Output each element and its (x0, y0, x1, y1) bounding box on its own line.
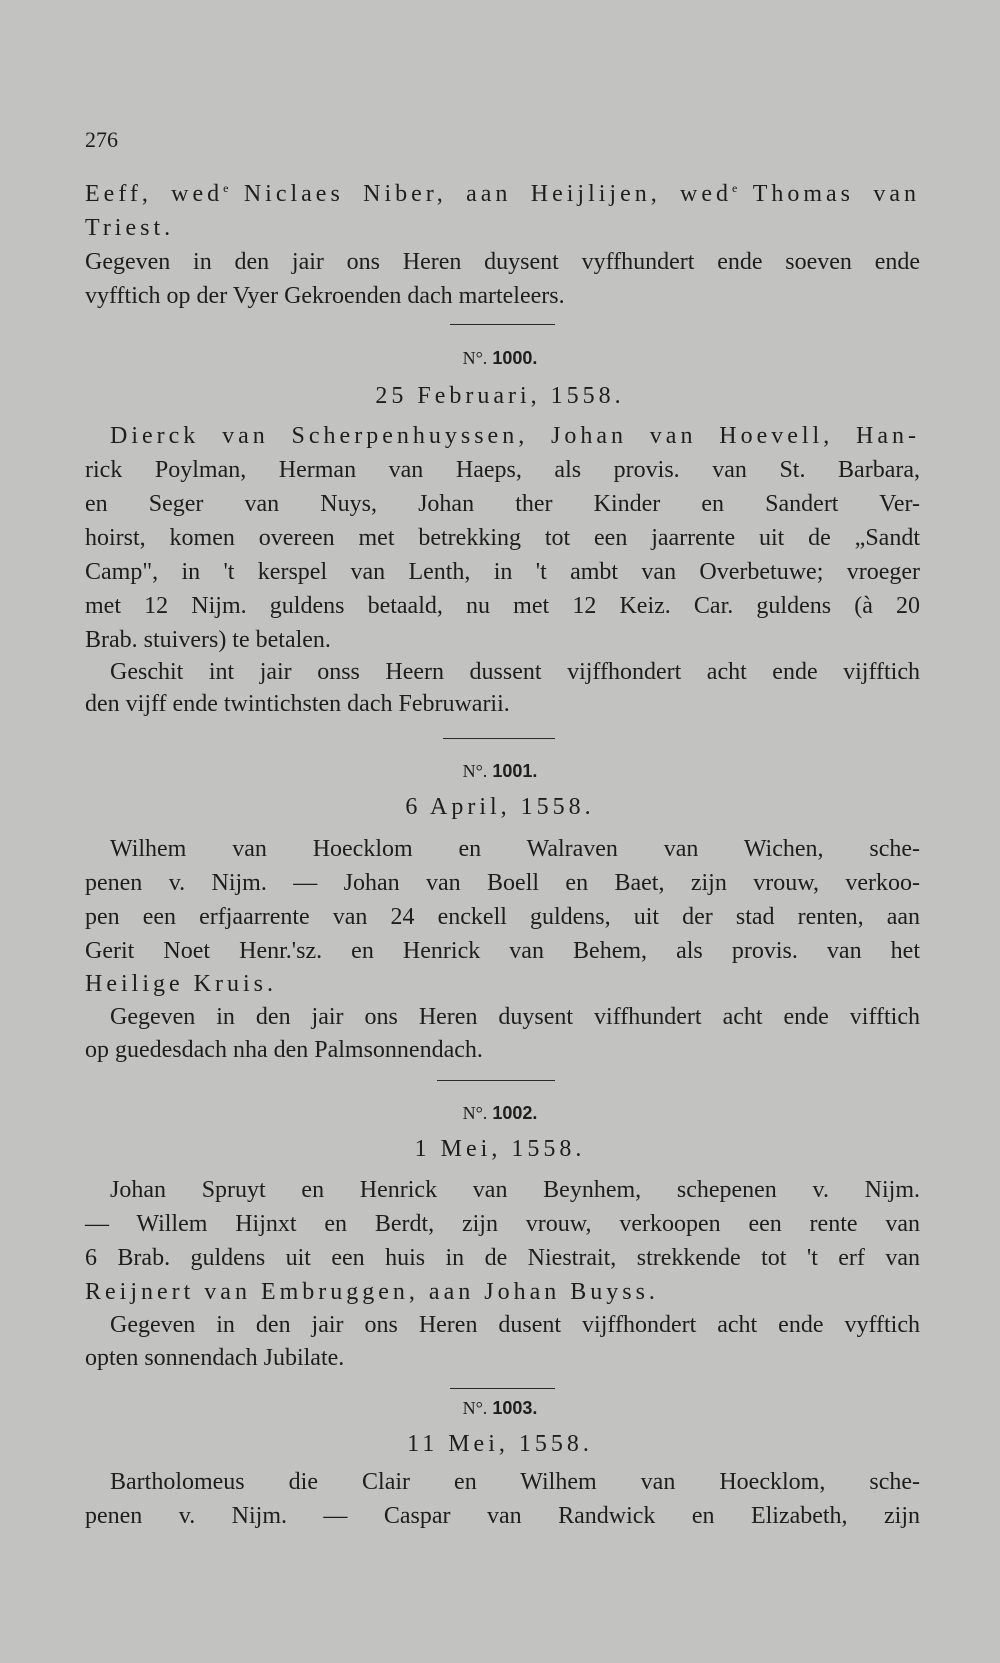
entry-number: N°. 1001. (462, 761, 538, 781)
text-line: vyfftich op der Vyer Gekroenden dach marteleers. (85, 283, 565, 309)
entry-number: N°. 1000. (462, 348, 538, 368)
text-line: hoirst, komen overeen met betrekking tot een jaarrente uit de „Sandt (85, 525, 920, 551)
text-line: Heilige Kruis. (85, 971, 277, 997)
text-line: Gegeven in den jair ons Heren duysent viffhundert acht ende vifftich (110, 1004, 920, 1030)
text-line: Johan Spruyt en Henrick van Beynhem, schepenen v. Nijm. (110, 1177, 920, 1203)
text-line: Camp", in 't kerspel van Lenth, in 't ambt van Overbetuwe; vroeger (85, 559, 920, 585)
text-line: Gegeven in den jair ons Heren dusent vijffhondert acht ende vyfftich (110, 1312, 920, 1338)
entry-date: 6 April, 1558. (405, 794, 595, 820)
entry-number: N°. 1002. (462, 1103, 538, 1123)
text-line: Dierck van Scherpenhuyssen, Johan van Hoevell, Han- (110, 423, 920, 449)
text-line: Reijnert van Embruggen, aan Johan Buyss. (85, 1279, 659, 1305)
section-divider (443, 738, 555, 739)
text-line: en Seger van Nuys, Johan ther Kinder en Sandert Ver- (85, 491, 920, 517)
text-line: den vijff ende twintichsten dach Februwarii. (85, 691, 510, 717)
text-line: Gerit Noet Henr.'sz. en Henrick van Behem, als provis. van het (85, 938, 920, 964)
text-line: met 12 Nijm. guldens betaald, nu met 12 Keiz. Car. guldens (à 20 (85, 593, 920, 619)
entry-date: 1 Mei, 1558. (414, 1136, 586, 1162)
text-line: Triest. (85, 215, 175, 241)
text-line: — Willem Hijnxt en Berdt, zijn vrouw, verkoopen een rente van (85, 1211, 920, 1237)
text-line: penen v. Nijm. — Johan van Boell en Baet, zijn vrouw, verkoo- (85, 870, 920, 896)
text-line: penen v. Nijm. — Caspar van Randwick en Elizabeth, zijn (85, 1503, 920, 1529)
text-line: Wilhem van Hoecklom en Walraven van Wichen, sche- (110, 836, 920, 862)
text-line: Brab. stuivers) te betalen. (85, 627, 331, 653)
section-divider (450, 324, 555, 325)
entry-date: 25 Februari, 1558. (375, 383, 625, 409)
text-line: Bartholomeus die Clair en Wilhem van Hoecklom, sche- (110, 1469, 920, 1495)
text-line: rick Poylman, Herman van Haeps, als provis. van St. Barbara, (85, 457, 920, 483)
section-divider (437, 1080, 555, 1081)
entry-date: 11 Mei, 1558. (407, 1431, 593, 1457)
page-number: 276 (85, 127, 118, 152)
section-divider (450, 1388, 555, 1389)
text-line: pen een erfjaarrente van 24 enckell guldens, uit der stad renten, aan (85, 904, 920, 930)
text-line: opten sonnendach Jubilate. (85, 1345, 345, 1371)
text-line: op guedesdach nha den Palmsonnendach. (85, 1037, 483, 1063)
text-line: 6 Brab. guldens uit een huis in de Niestrait, strekkende tot 't erf van (85, 1245, 920, 1271)
entry-number: N°. 1003. (462, 1398, 538, 1418)
text-line: Gegeven in den jair ons Heren duysent vyffhundert ende soeven ende (85, 249, 920, 275)
text-line: Geschit int jair onss Heern dussent vijffhondert acht ende vijfftich (110, 659, 920, 685)
text-line: Eeff, wed$^e$ Niclaes Niber, aan Heijlijen, wed$^e$ Thomas van (85, 181, 920, 207)
